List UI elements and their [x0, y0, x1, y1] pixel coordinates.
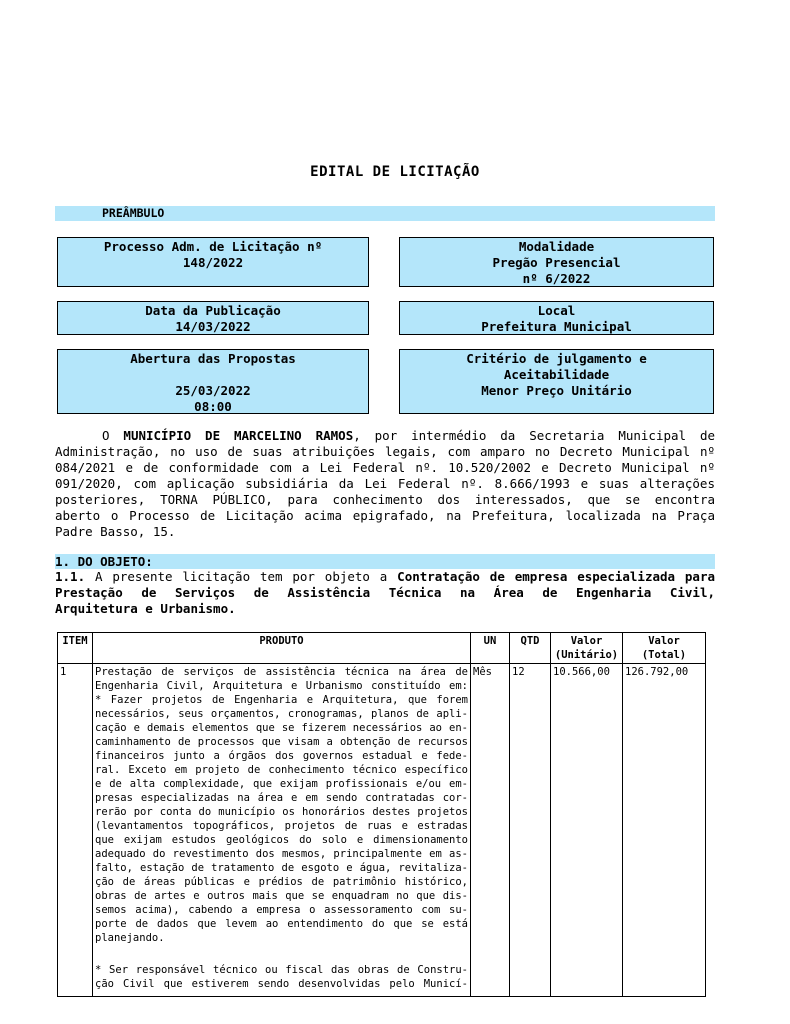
cell-produto: [93, 664, 471, 997]
abertura-time: 08:00: [194, 399, 232, 414]
produto-line: adequado do revestimento dos mesmos, principalmente em as-: [95, 848, 468, 860]
produto-line: (levantamentos topográficos, projetos de ruas e estradas: [95, 820, 468, 832]
section1-band: [55, 554, 715, 569]
section1-line-2: Prestação de Serviços de Assistência Técnica na Área de Engenharia Civil,: [55, 585, 715, 600]
header-qtd: QTD: [510, 633, 551, 664]
cell-un: Mês: [471, 664, 510, 997]
produto-line: rerão por conta do município os honorários destes projetos: [95, 806, 468, 818]
processo-box: [57, 237, 369, 287]
produto-line: ção Civil que estiverem sendo desenvolvidas pelo Municí-: [95, 978, 468, 990]
modalidade-label: Modalidade: [518, 239, 595, 254]
header-produto: PRODUTO: [93, 633, 471, 664]
produto-line: porte de dados que levem ao entendimento do que se está: [95, 918, 468, 930]
produto-line: ção de áreas públicas e prédios de patrimônio histórico,: [95, 876, 468, 888]
publicacao-value: 14/03/2022: [175, 319, 251, 334]
cell-item: 1: [58, 664, 93, 997]
produto-line: Engenharia Civil, Arquitetura e Urbanismo constituído em:: [95, 680, 468, 692]
abertura-date: 25/03/2022: [175, 383, 251, 398]
produto-line: falto, estação de tratamento de esgoto e água, revitaliza-: [95, 862, 468, 874]
criterio-label-1: Critério de julgamento e: [466, 351, 647, 366]
section1-line-1: 1.1. A presente licitação tem por objeto a Contratação de empresa especializada para: [55, 569, 715, 584]
local-label: Local: [537, 303, 576, 318]
criterio-label-2: Aceitabilidade: [503, 367, 610, 382]
processo-label: Processo Adm. de Licitação nº: [103, 239, 323, 254]
municipio-name: MUNICÍPIO DE MARCELINO RAMOS: [123, 428, 354, 443]
intro-line-2: Administração, no uso de suas atribuições legais, com amparo no Decreto Municipal nº: [55, 444, 715, 459]
produto-line: cação e demais elementos que se fizerem necessários ao en-: [95, 722, 468, 734]
publicacao-box: [57, 301, 369, 335]
publicacao-label: Data da Publicação: [145, 303, 281, 318]
produto-line: ral. Exceto em projeto de conhecimento técnico específico: [95, 764, 468, 776]
cell-valor-total: 126.792,00: [623, 664, 706, 997]
intro-line-3: 084/2021 e de conformidade com a Lei Federal nº. 10.520/2002 e Decreto Municipal nº: [55, 460, 715, 475]
local-box: [399, 301, 714, 335]
table-row: [58, 664, 706, 997]
modalidade-number: nº 6/2022: [522, 271, 591, 286]
preamble-label: PREÂMBULO: [102, 206, 165, 220]
preamble-band: [55, 206, 715, 221]
produto-line: financeiros junto a órgãos dos governos estadual e fede-: [95, 750, 468, 762]
produto-line: semos acima), cabendo a empresa o assessoramento com su-: [95, 904, 468, 916]
items-table-clip: [57, 632, 707, 990]
header-item: ITEM: [58, 633, 93, 664]
produto-line: e de alta complexidade, que exijam profissionais e/ou em-: [95, 778, 468, 790]
items-table: [57, 632, 706, 997]
produto-gap: [95, 945, 468, 963]
produto-line: obras de artes e outros mais que se enquadram no que dis-: [95, 890, 468, 902]
abertura-spacer: [58, 367, 368, 383]
section1-paragraph: [55, 569, 715, 617]
section1-line-3: Arquitetura e Urbanismo.: [55, 601, 236, 616]
header-valor-total: Valor (Total): [623, 633, 706, 664]
modalidade-value: Pregão Presencial: [492, 255, 621, 270]
criterio-value: Menor Preço Unitário: [481, 383, 632, 398]
produto-line: * Fazer projetos de Engenharia e Arquitetura, que forem: [95, 694, 468, 706]
abertura-label: Abertura das Propostas: [130, 351, 296, 366]
intro-line-5: posteriores, TORNA PÚBLICO, para conhecimento dos interessados, que se encontra: [55, 492, 715, 507]
produto-line: necessários, seus orçamentos, cronogramas, planos de apli-: [95, 708, 468, 720]
intro-line-4: 091/2020, com aplicação subsidiária da Lei Federal nº. 8.666/1993 e suas alterações: [55, 476, 715, 491]
produto-description: [95, 665, 468, 945]
table-header-row: [58, 633, 706, 664]
local-value: Prefeitura Municipal: [481, 319, 632, 334]
processo-value: 148/2022: [182, 255, 244, 270]
produto-line: presas especializadas na área e em sendo contratadas cor-: [95, 792, 468, 804]
intro-paragraph: [55, 428, 715, 540]
produto-line: * Ser responsável técnico ou fiscal das obras de Constru-: [95, 964, 468, 976]
intro-line-6: aberto o Processo de Licitação acima epigrafado, na Prefeitura, localizada na Praça: [55, 508, 715, 523]
section1-heading: 1. DO OBJETO:: [55, 554, 153, 569]
produto-description-2: [95, 963, 468, 991]
header-un: UN: [471, 633, 510, 664]
produto-line: Prestação de serviços de assistência técnica na área de: [95, 666, 468, 678]
produto-line: que exijam estudos geológicos do solo e dimensionamento: [95, 834, 468, 846]
intro-line-7: Padre Basso, 15.: [55, 524, 176, 539]
produto-line: caminhamento de processos que visam a obtenção de recursos: [95, 736, 468, 748]
document-title: EDITAL DE LICITAÇÃO: [310, 164, 480, 180]
intro-line-1: O MUNICÍPIO DE MARCELINO RAMOS, por intermédio da Secretaria Municipal de: [102, 428, 716, 443]
criterio-box: [399, 349, 714, 414]
cell-valor-unitario: 10.566,00: [551, 664, 623, 997]
modalidade-box: [399, 237, 714, 287]
produto-line: planejando.: [95, 932, 165, 944]
abertura-box: [57, 349, 369, 414]
cell-qtd: 12: [510, 664, 551, 997]
header-valor-unitario: Valor (Unitário): [551, 633, 623, 664]
